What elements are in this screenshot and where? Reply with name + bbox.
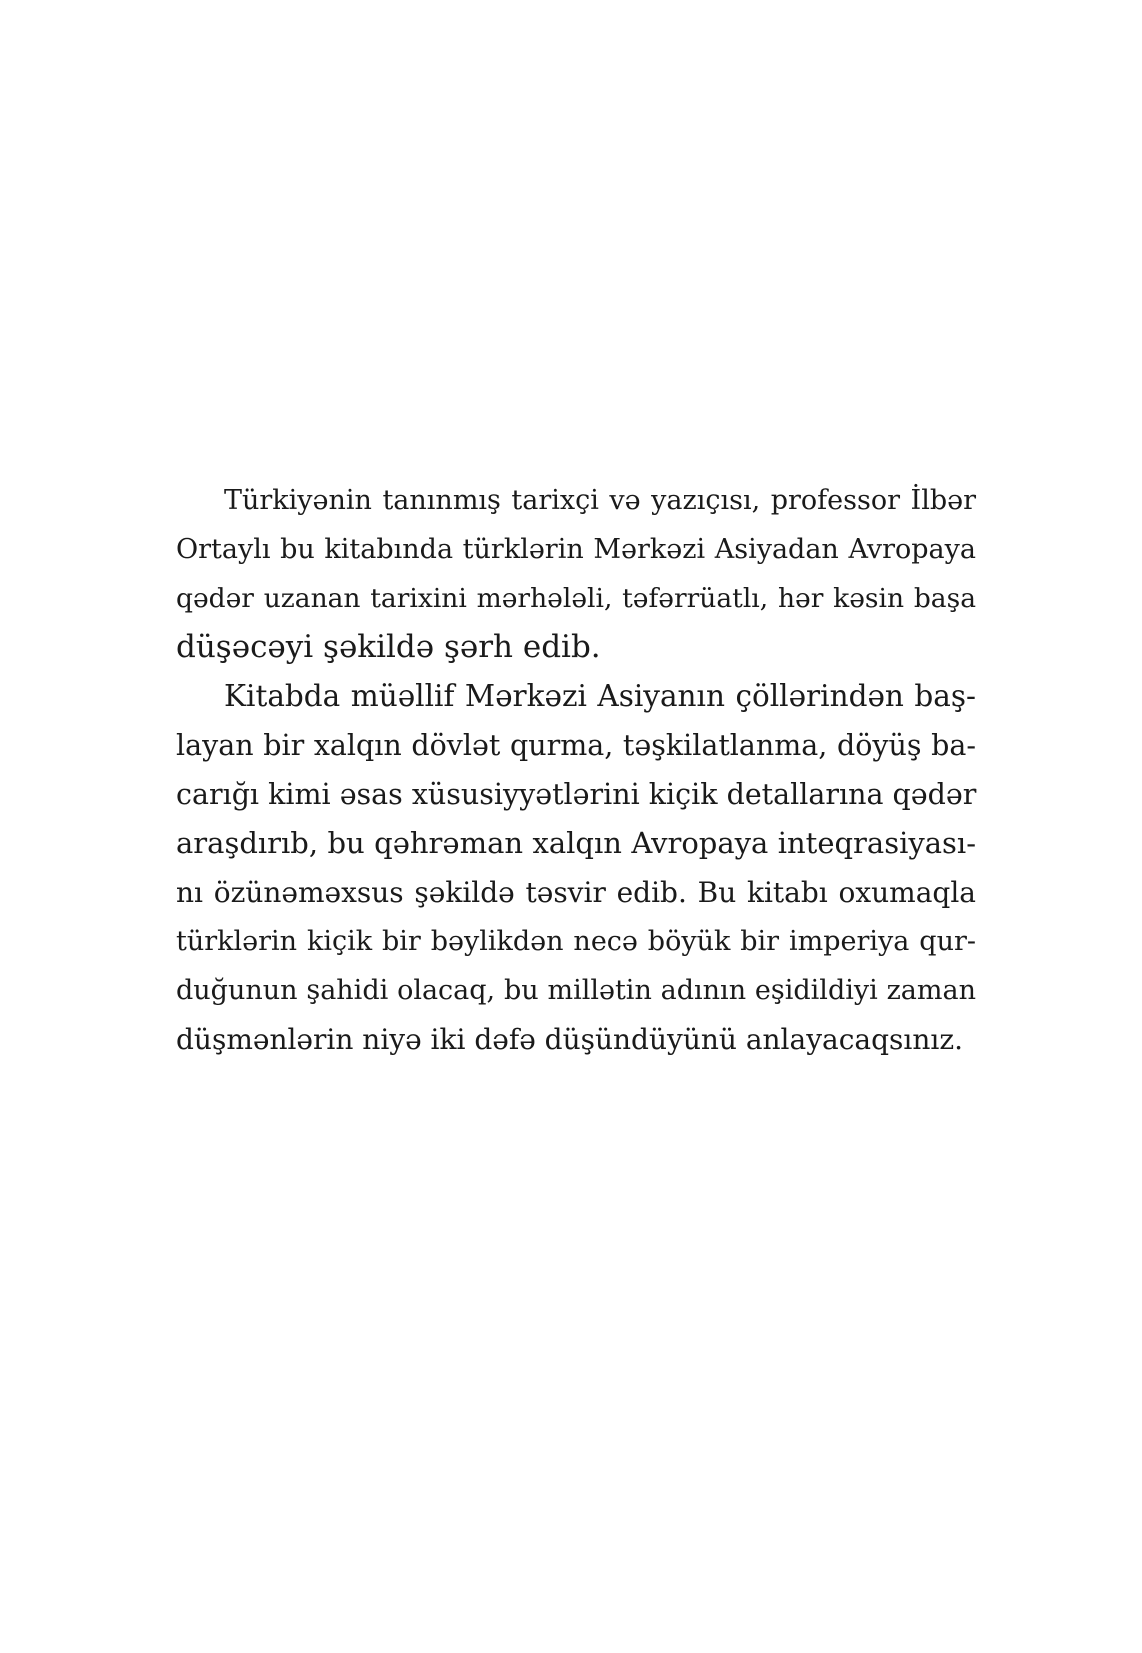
text-line: carığı kimi əsas xüsusiyyətlərini kiçik detallarına qədər <box>176 778 977 811</box>
paragraph-1 <box>176 476 976 672</box>
text-line: duğunun şahidi olacaq, bu millətin adının eşidildiyi zaman <box>176 975 976 1006</box>
text-line: Ortaylı bu kitabında türklərin Mərkəzi Asiyadan Avropaya <box>176 534 976 565</box>
text-line: türklərin kiçik bir bəylikdən necə böyük bir imperiya qur- <box>176 926 976 957</box>
body-text <box>176 476 976 1064</box>
text-line: qədər uzanan tarixini mərhələli, təfərrüatlı, hər kəsin başa <box>176 583 976 614</box>
text-line: düşmənlərin niyə iki dəfə düşündüyünü anlayacaqsınız. <box>176 1023 963 1056</box>
text-line: Kitabda müəllif Mərkəzi Asiyanın çöllərindən baş- <box>224 679 976 713</box>
paragraph-2 <box>176 672 976 1064</box>
text-line: nı özünəməxsus şəkildə təsvir edib. Bu kitabı oxumaqla <box>176 876 976 909</box>
text-line: araşdırıb, bu qəhrəman xalqın Avropaya inteqrasiyası- <box>176 826 976 860</box>
text-line: Türkiyənin tanınmış tarixçi və yazıçısı, professor İlbər <box>224 485 976 516</box>
text-line: düşəcəyi şəkildə şərh edib. <box>176 629 601 665</box>
text-line: layan bir xalqın dövlət qurma, təşkilatlanma, döyüş ba- <box>176 729 976 762</box>
